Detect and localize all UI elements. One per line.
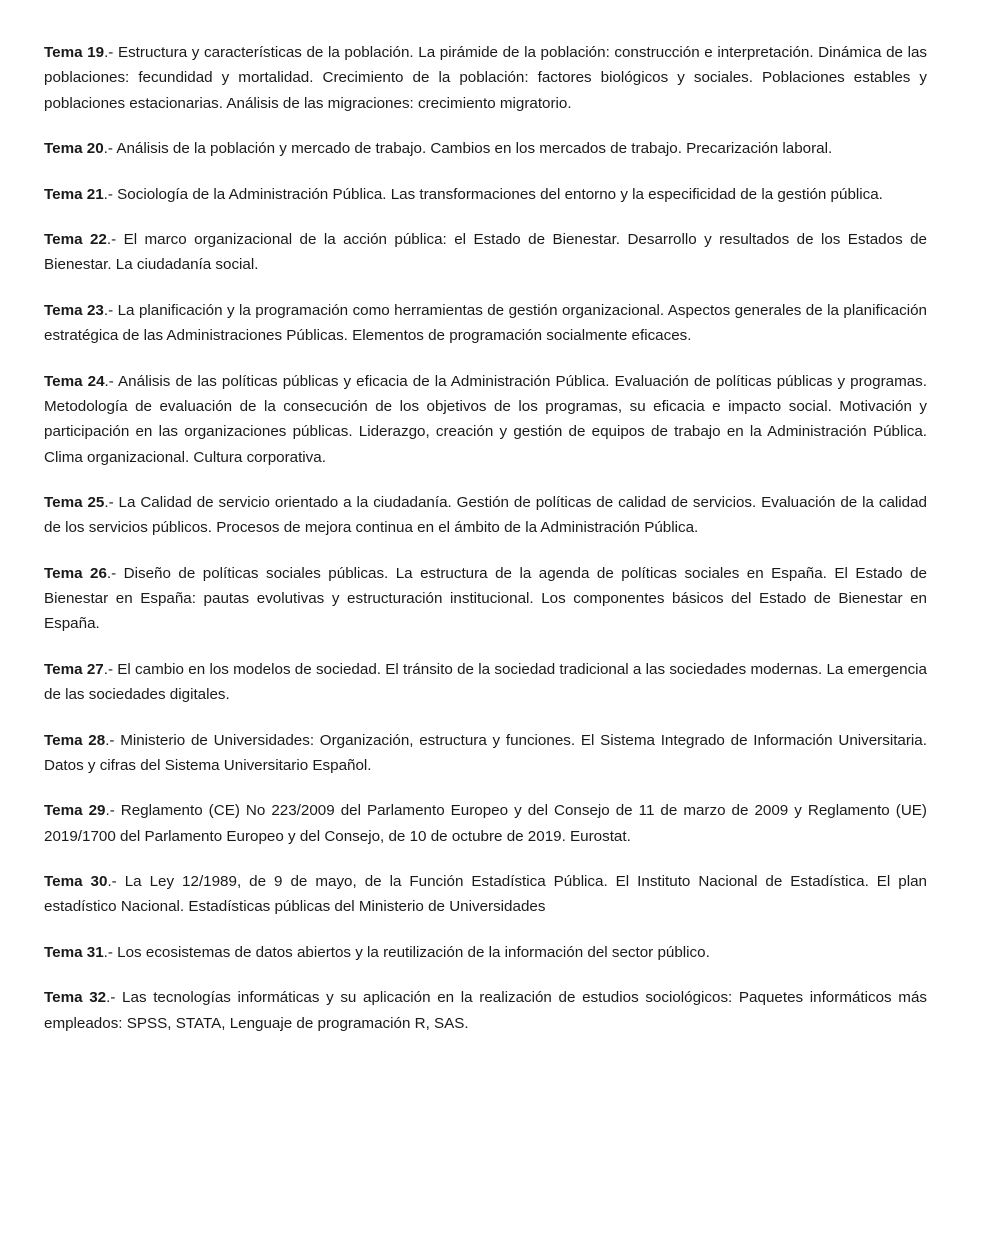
tema-23 <box>44 298 927 349</box>
tema-text: .- El marco organizacional de la acción pública: el Estado de Bienestar. Desarrollo y resultados de los Estados de Bienestar. La ciudadanía social. <box>44 231 927 274</box>
tema-text: .- La Ley 12/1989, de 9 de mayo, de la Función Estadística Pública. El Instituto Nacional de Estadística. El plan estadístico Nacional. Estadísticas públicas del Ministerio de Universidades <box>44 873 927 916</box>
tema-label: Tema 25 <box>44 493 105 511</box>
tema-text: .- Las tecnologías informáticas y su aplicación en la realización de estudios sociológicos: Paquetes informáticos más empleados: SPSS, STATA, Lenguaje de programación R, SAS. <box>44 989 927 1032</box>
tema-text: .- Sociología de la Administración Pública. Las transformaciones del entorno y la especificidad de la gestión pública. <box>103 185 883 203</box>
tema-19 <box>44 40 927 116</box>
tema-label: Tema 19 <box>44 44 105 61</box>
tema-label: Tema 21 <box>44 185 104 203</box>
tema-21 <box>44 182 927 207</box>
tema-text: .- Diseño de políticas sociales públicas. La estructura de la agenda de políticas sociales en España. El Estado de Bienestar en España: pautas evolutivas y estructuración institucional. Los componentes básicos del Estado de Bienestar en España. <box>44 564 927 633</box>
tema-text: .- Análisis de las políticas públicas y eficacia de la Administración Pública. Evaluación de políticas públicas y programas. Metodología de evaluación de la consecución de los objetivos de los programas, su eficacia e impacto social. Motivación y participación en las organizaciones públicas. Liderazgo, creación y gestión de equipos de trabajo en la Administración Pública. Clima organizacional. Cultura corporativa. <box>44 372 927 466</box>
tema-27 <box>44 657 927 708</box>
tema-label: Tema 24 <box>44 372 105 390</box>
tema-text: .- Ministerio de Universidades: Organización, estructura y funciones. El Sistema Integrado de Información Universitaria. Datos y cifras del Sistema Universitario Español. <box>44 731 927 774</box>
tema-30 <box>44 869 927 920</box>
tema-label: Tema 22 <box>44 231 107 249</box>
tema-label: Tema 32 <box>44 989 107 1007</box>
tema-text: .- Estructura y características de la población. La pirámide de la población: construcción e interpretación. Dinámica de las poblaciones: fecundidad y mortalidad. Crecimiento de la población: factores biológicos y sociales. Poblaciones estables y poblaciones estacionarias. Análisis de las migraciones: crecimiento migratorio. <box>44 44 927 112</box>
tema-label: Tema 26 <box>44 564 107 582</box>
tema-text: .- Análisis de la población y mercado de trabajo. Cambios en los mercados de trabajo. Precarización laboral. <box>103 140 833 158</box>
tema-label: Tema 30 <box>44 873 108 891</box>
tema-text: .- Reglamento (CE) No 223/2009 del Parlamento Europeo y del Consejo de 11 de marzo de 2009 y Reglamento (UE) 2019/1700 del Parlamento Europeo y del Consejo, de 10 de octubre de 2019. Eurostat. <box>44 802 927 845</box>
tema-text: .- Los ecosistemas de datos abiertos y la reutilización de la información del sector público. <box>103 943 710 961</box>
tema-label: Tema 31 <box>44 943 104 961</box>
tema-label: Tema 23 <box>44 301 104 319</box>
tema-label: Tema 28 <box>44 731 106 749</box>
tema-text: .- El cambio en los modelos de sociedad. El tránsito de la sociedad tradicional a las sociedades modernas. La emergencia de las sociedades digitales. <box>44 660 927 704</box>
document-body <box>44 40 927 1056</box>
tema-24 <box>44 369 927 470</box>
tema-label: Tema 20 <box>44 140 104 158</box>
tema-22 <box>44 227 927 278</box>
tema-26 <box>44 561 927 637</box>
tema-28 <box>44 728 927 779</box>
tema-text: .- La planificación y la programación como herramientas de gestión organizacional. Aspectos generales de la planificación estratégica de las Administraciones Públicas. Elementos de programación socialmente eficaces. <box>44 301 927 345</box>
tema-label: Tema 27 <box>44 660 104 678</box>
tema-25 <box>44 490 927 541</box>
tema-29 <box>44 798 927 849</box>
tema-32 <box>44 985 927 1036</box>
tema-text: .- La Calidad de servicio orientado a la ciudadanía. Gestión de políticas de calidad de servicios. Evaluación de la calidad de los servicios públicos. Procesos de mejora continua en el ámbito de la Administración Pública. <box>44 493 927 537</box>
tema-20 <box>44 136 927 161</box>
tema-label: Tema 29 <box>44 802 106 820</box>
tema-31 <box>44 940 927 965</box>
